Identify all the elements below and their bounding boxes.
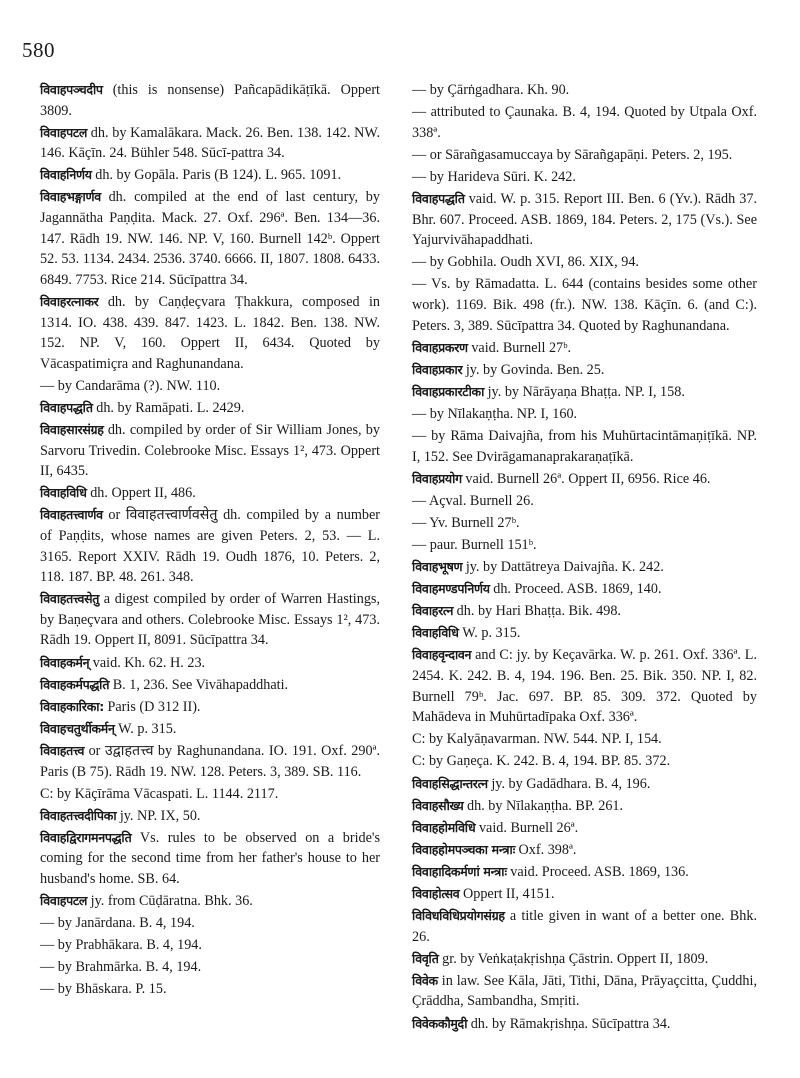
catalogue-entry [40,483,380,504]
entry-text: or उद्वाहतत्त्व by Raghunandana. IO. 191. Oxf. 290ª. Paris (B 75). Rādh 19. NW. 128. Peters. 3, 389. SB. 116. [40,742,384,780]
catalogue-entry [40,741,384,782]
entry-headword: विवाहरत्न [412,603,454,619]
entry-headword: विवाहभूषण [412,559,463,575]
entry-text: — Vs. by Rāmadatta. L. 644 (contains besides some other work). 1169. Bik. 498 (fr.). NW. 138. Kāçīn. 6. (and C:). Peters. 3, 389. Sūcīpattra 34. Quoted by Raghunandana. [412,276,761,334]
catalogue-entry [412,491,757,512]
entry-text: B. 1, 236. See Vivāhapaddhati. [109,676,289,693]
entry-headword: विवाहद्विरागमनपद्धति [40,829,132,845]
entry-text: dh. by Gopāla. Paris (B 124). L. 965. 1091. [91,167,342,184]
entry-text: C: by Kāçīrāma Vācaspati. L. 1144. 2117. [40,785,279,802]
entry-text: vaid. Burnell 26ª. [475,819,579,836]
entry-text: Oxf. 398ª. [514,841,577,858]
entry-text: Vs. rules to be observed on a bride's coming for the second time from her father's house to her husband's home. SB. 64. [40,829,384,887]
entry-text: C: by Gaṇeça. K. 242. B. 4, 194. BP. 85. 372. [412,753,671,770]
entry-text: jy. by Gadādhara. B. 4, 196. [487,775,651,792]
catalogue-entry [40,675,380,696]
catalogue-entry [412,774,757,795]
entry-text: — paur. Burnell 151ᵇ. [412,536,537,553]
entry-headword: विवाहचतुर्थीकर्मन् [40,720,115,736]
entry-headword: विवाहहोमविधि [412,819,476,835]
entry-text: — by Harideva Sūri. K. 242. [412,168,576,185]
catalogue-entry [412,623,757,644]
left-column [40,80,384,1002]
catalogue-entry [412,426,761,467]
entry-headword: विवाहमण्डपनिर्णय [412,581,490,597]
catalogue-entry [412,338,757,359]
entry-text: — by Gobhila. Oudh XVI, 86. XIX, 94. [412,254,639,271]
catalogue-entry [412,382,757,403]
entry-headword: विवाहपटल [40,124,88,140]
entry-text: — Açval. Burnell 26. [412,492,534,509]
entry-headword: विवाहभङ्गार्णव [40,189,101,205]
entry-headword: विवाहपद्धति [40,399,93,415]
entry-headword: विवाहविधि [40,485,87,501]
catalogue-entry [412,145,757,166]
entry-text: a title given in want of a better one. Bhk. 26. [412,908,761,945]
catalogue-entry [412,949,757,970]
catalogue-entry [412,884,757,905]
catalogue-entry [40,784,380,805]
entry-text: dh. Proceed. ASB. 1869, 140. [489,581,662,598]
entry-text: — by Çārṅgadhara. Kh. 90. [412,82,570,98]
catalogue-entry [412,601,757,622]
entry-headword: विवाहसारसंग्रह [40,422,104,437]
entry-text: Oppert II, 4151. [459,885,555,902]
entry-text: — by Rāma Daivajña, from his Muhūrtacintāmaṇiṭīkā. NP. I, 152. See Dvirāgamanaprakaraṇaṭīkā. [412,428,761,465]
entry-headword: विवाहपटल [40,893,88,909]
entry-text: jy. from Cūḍāratna. Bhk. 36. [87,893,253,910]
catalogue-entry [412,535,757,556]
entry-text: vaid. W. p. 315. Report III. Ben. 6 (Yv.). Rādh 37. Bhr. 607. Proceed. ASB. 1869, 184. Peters. 2, 175 (Vs.). See Yajurvivāhapaddhati. [412,190,761,249]
catalogue-entry [40,719,380,740]
entry-headword: विवृति [412,950,439,966]
entry-headword: विवाहकर्मन् [40,654,90,670]
entry-text: jy. by Govinda. Ben. 25. [462,361,605,378]
entry-text: dh. by Rāmakṛishṇa. Sūcīpattra 34. [467,1015,671,1032]
entry-headword: विवाहतत्त्व [40,742,85,758]
catalogue-entry [412,513,757,534]
entry-headword: विवाहविधि [412,625,459,641]
entry-text: dh. by Ramāpati. L. 2429. [92,399,245,416]
entry-text: and C: jy. by Keçavārka. W. p. 261. Oxf. 336ª. L. 2454. K. 242. B. 4, 194. 196. Ben. 25. Bik. 350. NP. I, 82. Burnell 79ᵇ. Jac. 697. BP. 85. 309. 372. Quoted by Mahādeva in Muhūrtadīpaka Oxf. 336ª. [412,647,761,726]
entry-text: — by Brahmārka. B. 4, 194. [40,959,202,976]
entry-headword: विवाहप्रकारटीका [412,383,485,399]
catalogue-entry [412,751,757,772]
entry-text: dh. by Caṇḍeçvara Ṭhakkura, composed in 1314. IO. 438. 439. 847. 1423. L. 1842. Ben. 138. NW. 152. NP. V, 160. Oppert II, 6434. Quoted by Vācaspatimiçra and Raghunandana. [40,293,384,372]
catalogue-entry [412,557,757,578]
right-column [412,80,761,1036]
catalogue-entry [412,818,757,839]
entry-headword: विवाहोत्सव [412,885,460,901]
catalogue-entry [40,123,384,164]
entry-text: vaid. Burnell 27ᵇ. [467,339,572,356]
catalogue-entry [40,505,384,587]
entry-text: (this is nonsense) Pañcapādikāṭīkā. Oppert 3809. [40,82,384,119]
entry-headword: विवाहकारिका: [40,698,104,714]
catalogue-entry [40,187,384,290]
entry-text: jy. NP. IX, 50. [116,807,201,824]
catalogue-entry [412,360,757,381]
catalogue-entry [40,891,380,912]
entry-headword: विविधविधिप्रयोगसंग्रह [412,908,505,924]
entry-text: — by Candarāma (?). NW. 110. [40,377,221,394]
catalogue-entry [412,579,757,600]
entry-text: — Yv. Burnell 27ᵇ. [412,514,520,531]
catalogue-entry [412,102,761,143]
catalogue-entry [412,862,757,883]
catalogue-entry [412,729,757,750]
entry-text: jy. by Dattātreya Daivajña. K. 242. [462,559,664,576]
catalogue-entry [412,906,761,947]
catalogue-entry [412,840,757,861]
catalogue-entry [40,589,384,651]
entry-headword: विवाहसौख्य [412,797,464,813]
catalogue-entry [412,80,757,101]
entry-headword: विवाहतत्त्वार्णव [40,507,103,523]
entry-headword: विवाहप्रकार [412,361,463,377]
catalogue-entry [40,80,384,121]
entry-text: C: by Kalyāṇavarman. NW. 544. NP. I, 154. [412,731,662,748]
entry-text: — attributed to Çaunaka. B. 4, 194. Quoted by Utpala Oxf. 338ª. [412,104,761,141]
catalogue-entry [412,189,761,251]
entry-headword: विवाहकर्मपद्धति [40,676,110,692]
catalogue-entry [40,653,380,674]
catalogue-entry [40,398,380,419]
entry-text: — by Nīlakaṇṭha. NP. I, 160. [412,405,578,422]
entry-text: W. p. 315. [458,625,521,642]
entry-text: jy. by Nārāyaṇa Bhaṭṭa. NP. I, 158. [484,383,685,400]
entry-text: dh. by Hari Bhaṭṭa. Bik. 498. [453,603,621,620]
catalogue-entry [40,806,380,827]
entry-headword: विवाहपञ्चदीप [40,82,103,97]
catalogue-entry [40,935,380,956]
entry-headword: विवाहप्रकरण [412,339,468,355]
catalogue-entry [412,252,757,273]
entry-text: dh. compiled at the end of last century, by Jagannātha Paṇḍita. Mack. 27. Oxf. 296ª. Ben. 134—36. 147. Rādh 19. NW. 146. NP. V, 160. Burnell 142ᵇ. Oppert 52. 53. 1134. 2434. 2536. 3740. 6666. II, 1807. 1808. 6433. 6849. 7753. Rice 214. Sūcīpattra 34. [40,189,384,288]
entry-text: in law. See Kāla, Jāti, Tithi, Dāna, Prāyaçcitta, Çuddhi, Çrāddha, Sambandha, Smṛiti. [412,972,761,1010]
catalogue-entry [40,828,384,890]
entry-headword: विवेक [412,972,438,988]
catalogue-entry [412,1014,757,1035]
entry-headword: विवाहपद्धति [412,190,465,206]
entry-headword: विवाहवृन्दावन [412,647,472,663]
entry-headword: विवाहतत्त्वदीपिका [40,807,117,823]
entry-headword: विवाहहोमपञ्चका मन्त्राः [412,841,515,857]
entry-text: vaid. Proceed. ASB. 1869, 136. [506,863,689,880]
catalogue-entry [40,420,384,482]
entry-text: vaid. Kh. 62. H. 23. [89,654,206,671]
catalogue-entry [412,274,761,336]
catalogue-entry [40,913,380,934]
catalogue-entry [412,469,757,490]
entry-headword: विवाहरत्नाकर [40,293,99,309]
entry-text: — by Prabhākara. B. 4, 194. [40,937,202,954]
entry-headword: विवाहतत्त्वसेतु [40,591,100,607]
entry-text: vaid. Burnell 26ª. Oppert II, 6956. Rice 46. [461,470,711,487]
catalogue-entry [412,404,757,425]
catalogue-entry [40,957,380,978]
entry-headword: विवाहसिद्धान्तरत्न [412,775,488,791]
catalogue-entry [412,796,757,817]
entry-headword: विवाहादिकर्मणां मन्त्राः [412,863,507,879]
entry-text: dh. compiled by order of Sir William Jones, by Sarvoru Trivedin. Colebrooke Misc. Essays 1², 473. Oppert II, 6435. [40,422,384,480]
catalogue-entry [40,165,380,186]
entry-headword: विवाहप्रयोग [412,470,462,486]
entry-text: dh. by Nīlakaṇṭha. BP. 261. [463,797,624,814]
entry-headword: विवेककौमुदी [412,1015,468,1031]
entry-text: Paris (D 312 II). [103,698,201,715]
entry-text: W. p. 315. [114,720,177,737]
catalogue-entry [40,697,380,718]
catalogue-entry [412,167,757,188]
entry-text: — by Bhāskara. P. 15. [40,981,167,998]
catalogue-entry [40,376,380,397]
entry-headword: विवाहनिर्णय [40,167,92,183]
catalogue-entry [412,971,761,1012]
entry-text: a digest compiled by order of Warren Hastings, by Baṇeçvara and others. Colebrooke Misc. Essays 1², 473. Rādh 19. Oppert II, 8091. Sūcīpattra 34. [40,591,384,649]
entry-text: or विवाहतत्त्वार्णवसेतु dh. compiled by a number of Paṇḍits, whose names are given Peters. 2, 53. — L. 3165. Report XXIV. Rādh 19. Oudh 1876, 10. Peters. 2, 118. 187. BP. 48. 261. 348. [40,507,384,586]
entry-text: gr. by Veṅkaṭakṛishṇa Çāstrin. Oppert II, 1809. [438,950,709,967]
catalogue-entry [40,979,380,1000]
entry-text: dh. Oppert II, 486. [86,485,196,502]
entry-text: — or Sārañgasamuccaya by Sārañgapāṇi. Peters. 2, 195. [412,146,733,163]
catalogue-entry [40,292,384,374]
entry-text: dh. by Kamalākara. Mack. 26. Ben. 138. 142. NW. 146. Kāçīn. 24. Bühler 548. Sūcī-pattra 34. [40,124,384,162]
page-number: 580 [22,38,55,62]
entry-text: — by Janārdana. B. 4, 194. [40,915,195,932]
catalogue-entry [412,645,761,727]
